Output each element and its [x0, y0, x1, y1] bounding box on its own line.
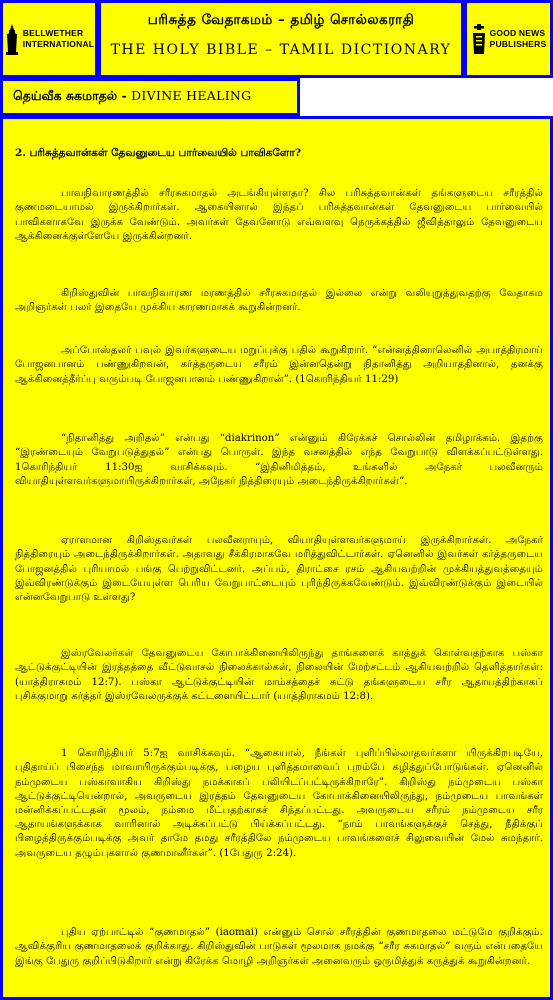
section-title-box	[0, 78, 300, 116]
article-heading: 2. பரிசுத்தவான்கள் தேவனுடைய பார்வையில் பாவிகளோ?	[15, 147, 302, 159]
title-box	[98, 0, 464, 78]
section-title	[13, 88, 297, 105]
paragraph-7: 1 கொரிந்தியர் 5:7ஐ வாசிக்கவும். “ஆகையால், நீங்கள் புளிப்பில்லாதவர்களா யிருக்கிறபடியே, புதிதாய்ப் பிசைந்த மாவாயிருக்கும்படிக்கு, பழைய புளித்தமாவைப் புறம்பே கழித்துப்போடுங்கள். ஏனெனில் நம்முடைய பஸ்காவாகிய கிறிஸ்து நமக்காகப் பலியிடப்பட்டிருக்கிறாரே”. கிறிஸ்து நம்முடைய பஸ்கா ஆட்டுக்குட்டியென்றால், அவருடைய இரத்தம் தேவனுடைய கோபாக்கினையிலிருந்து, நம்முடைய பாவங்கள் மன்னிக்கப்பட்டதன் மூலம், நம்மை மீட்பதற்காகச் சிந்தப்பட்டது. அவருடைய சரீரம் நம்முடைய சரீர ஆதாயங்களுக்காக வாரினால் அடிக்கப்பட்டு பிய்க்கப்பட்டது. “நாம் பாவங்களுக்குச் செத்து, நீதிக்குப் பிழைத்திருக்கும்படிக்கு அவர் தாமே தமது சரீரத்திலே நம்முடைய பாவங்களைச் சிலுவையின் மேல் சுமந்தார். அவருடைய தழும்புகளால் குணமானீர்கள்”. (1பேதுரு 2:24).	[15, 748, 543, 859]
paragraph-1: பாவநிவாரணத்தில் சரீரசுகமாதல் அடங்கியுள்ளதா? சில பரிசுத்தவான்கள் தங்களுடைய சரீரத்தில் குணமடையாமல் இருக்கிறார்கள். ஆகையினால் இந்தப் பரிசுத்தவான்கள் தேவனுடைய பார்வையில் பாவிகளாகவே இருக்க வேண்டும். அவர்கள் தேவனோடு எவ்வளவு நெருக்கத்தில் ஜீவித்தாலும் தேவனுடைய ஆக்கினைக்குள்ளேயே இருக்கின்றனர்.	[15, 188, 543, 242]
good-news-line2: PUBLISHERS	[489, 39, 547, 49]
title-english: THE HOLY BIBLE – TAMIL DICTIONARY	[110, 42, 452, 58]
paragraph-3: அப்போஸ்தலர் பவுல் இவர்களுடைய மறுப்புக்கு பதில் கூறுகிறார். “என்னத்தினாலெனில் அபாத்திரமாய் போஜனபானம் பண்ணுகிறவன், கர்த்தருடைய சரீரம் இன்னதென்று நிதானித்து அறியாததினால், தனக்கு ஆக்கினைத்தீர்ப்பு வரும்படி போஜனபானம் பண்ணுகிறான்”. (1கொரிந்தியர் 11:29)	[15, 345, 543, 385]
good-news-line1: GOOD NEWS	[489, 28, 546, 39]
bellwether-logo-icon	[4, 22, 20, 56]
good-news-logo-box	[464, 0, 553, 78]
good-news-logo-icon	[471, 23, 487, 55]
bellwether-logo-text	[23, 28, 94, 49]
paragraph-2: கிறிஸ்துவின் பாவநிவாரண மரணத்தில் சரீரசுகமாதல் இல்லை என்று வலியுறுத்துவதற்கு வேதாகம அறிஞர்கள் பலர் இதையே முக்கிய காரணமாகக் கூறுகின்றனர்.	[15, 288, 543, 314]
section-title-english: DIVINE HEALING	[131, 88, 252, 103]
paragraph-4: “நிதானித்து அறிதல்” என்பது “diakrinon” என்னும் கிரேக்கச் சொல்லின் தமிழாக்கம். இதற்கு “இரண்டையும் வேறுபடுத்துதல்” என்பது பொருள். இந்த வசனத்தில் எந்த வேறுபாடு விளக்கப்பட்டுள்ளது. 1கொரிந்தியர் 11:30ஐ வாசிக்கவும். “இதினிமித்தம், உங்களில் அநேகர் பலவீனரும் வியாதியுள்ளவர்களுமாயிருக்கிறார்கள், அநேகர் நித்திரையும் அடைந்திருக்கிறார்கள்”.	[15, 433, 543, 487]
title-tamil: பரிசுத்த வேதாகமம் – தமிழ் சொல்லகராதி	[147, 12, 415, 28]
content-box	[0, 116, 553, 1000]
section-title-tamil: தெய்வீக சுகமாதல்	[13, 88, 118, 103]
paragraph-8: புதிய ஏற்பாட்டில் “குணமாதல்” (iaomai) என்னும் சொல் சரீரத்தின் குணமாதலை மட்டுமே குறிக்கும். ஆவிக்குரிய குணமாதலைக் குறிக்காது. கிறிஸ்துவின் பாடுகள் மூலமாக நமக்கு “சரீர சுகமாதல்” வரும் என்பதையே இங்கு பேதுரு குறிப்பிடுகிறார் என்று கிரேக்க மொழி அறிஞர்கள் அனைவரும் ஒருமித்துக் கருத்துக் கூறுகின்றனர்.	[15, 927, 543, 967]
section-title-separator: -	[117, 88, 132, 103]
paragraph-5: ஏராளமான கிறிஸ்தவர்கள் பலவீனராயும், வியாதியுள்ளவர்களுமாய் இருக்கிறார்கள். அநேகர் நித்திரையும் அடைந்திருக்கிறார்கள். அதாவது சீக்கிரமாகவே மரித்துவிட்டார்கள். ஏனெனில் இவர்கள் கர்த்தருடைய போஜனத்தில் புரியாமல் பங்கு பெற்றுவிட்டனர். அப்பம், திராட்சை ரசம் ஆகியவற்றின் முக்கியத்துவத்தையும் இவ்விரண்டுக்கும் இடையேயுள்ள பெரிய வேறுபாட்டையும் புரிந்திருக்கவேண்டும். இவ்விரண்டுக்கும் இடையில் என்னவேறுபாடு உள்ளது?	[15, 535, 543, 603]
bellwether-line2: INTERNATIONAL	[22, 39, 95, 49]
bellwether-logo	[3, 3, 95, 75]
good-news-logo-text	[490, 28, 547, 49]
paragraph-6: இஸ்ரவேலர்கள் தேவனுடைய கோபாக்கினையிலிருந்து தாங்களைக் காத்துக் கொள்வதற்காக பஸ்கா ஆட்டுக்குட்டியின் இரத்தத்தை வீட்டுவாசல் நிலைக்கால்கள், நிலையின் மேற்சட்டம் ஆகியவற்றில் தெளித்தார்கள்: (யாத்திராகமம் 12:7). பஸ்கா ஆட்டுக்குட்டியின் மாம்சத்தைச் சுட்டு தங்களுடைய சரீர ஆதாயத்திற்காகப் புசிக்குமாறு கர்த்தர் இஸ்ரவேலருக்குக் கட்டளையிட்டார் (யாத்திராகமம் 12:8).	[15, 648, 543, 702]
bellwether-line1: BELLWETHER	[22, 28, 84, 39]
good-news-logo	[467, 3, 550, 75]
bellwether-logo-box	[0, 0, 98, 78]
